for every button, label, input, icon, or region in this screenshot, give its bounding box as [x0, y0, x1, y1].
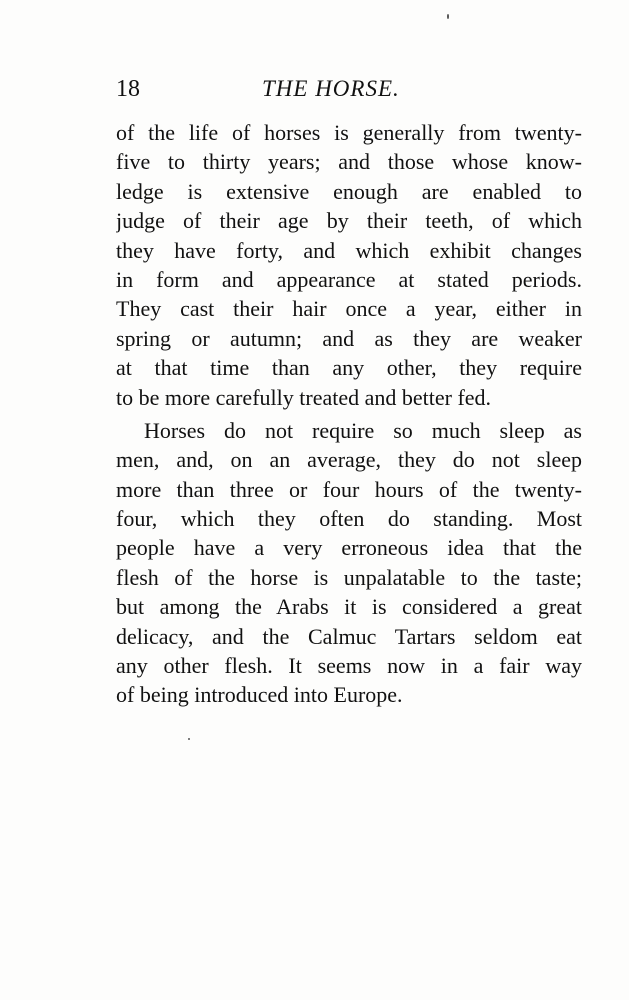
text-line: of being introduced into Europe. [116, 682, 403, 708]
page-header [116, 72, 582, 106]
paper-speck [447, 14, 449, 19]
text-line: any other flesh. It seems now in a fair way [116, 653, 582, 679]
text-line: five to thirty years; and those whose know- [116, 149, 582, 175]
text-line: at that time than any other, they require [116, 355, 582, 381]
page-number: 18 [116, 76, 140, 102]
text-line: spring or autumn; and as they are weaker [116, 325, 582, 351]
text-line: they have forty, and which exhibit changes [116, 237, 582, 263]
text-line: ledge is extensive enough are enabled to [116, 178, 582, 204]
paragraph-1 [116, 118, 582, 412]
paper-speck [188, 738, 190, 740]
body-text [116, 118, 582, 710]
text-line: They cast their hair once a year, either in [116, 296, 582, 322]
text-line: to be more carefully treated and better fed. [116, 384, 492, 410]
text-line: flesh of the horse is unpalatable to the taste; [116, 564, 582, 590]
text-line: more than three or four hours of the twenty- [116, 476, 582, 502]
text-line: men, and, on an average, they do not sleep [116, 447, 582, 473]
paragraph-2 [116, 416, 582, 710]
text-line: four, which they often do standing. Most [116, 506, 582, 532]
text-line: delicacy, and the Calmuc Tartars seldom eat [116, 623, 582, 649]
text-line: judge of their age by their teeth, of which [116, 208, 582, 234]
running-head: THE HORSE. [262, 76, 400, 101]
text-line: in form and appearance at stated periods. [116, 266, 582, 292]
text-line: of the life of horses is generally from twenty- [116, 120, 582, 145]
text-line: but among the Arabs it is considered a great [116, 594, 582, 620]
text-line: Horses do not require so much sleep as [144, 417, 582, 443]
text-line: people have a very erroneous idea that the [116, 535, 582, 561]
